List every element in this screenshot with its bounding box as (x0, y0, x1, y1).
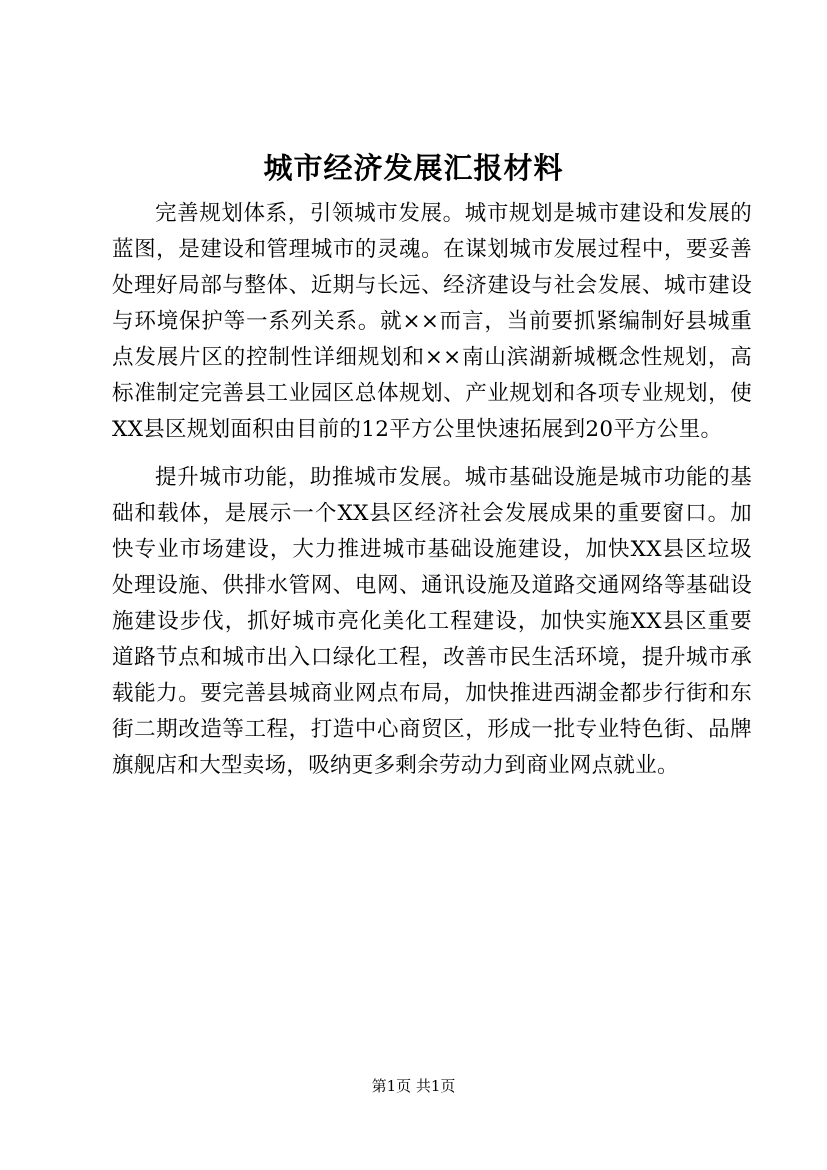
page-footer: 第1页 共1页 (371, 1077, 456, 1095)
document-body (112, 196, 752, 796)
document-title: 城市经济发展汇报材料 (263, 151, 564, 185)
paragraph-planning: 完善规划体系，引领城市发展。城市规划是城市建设和发展的蓝图，是建设和管理城市的灵魂。在谋划城市发展过程中，要妥善处理好局部与整体、近期与长远、经济建设与社会发展、城市建设与环境保护等一系列关系。就××而言，当前要抓紧编制好县城重点发展片区的控制性详细规划和××南山滨湖新城概念性规划，高标准制定完善县工业园区总体规划、产业规划和各项专业规划，使XX县区规划面积由目前的12平方公里快速拓展到20平方公里。 (112, 201, 752, 442)
paragraph-city-function: 提升城市功能，助推城市发展。城市基础设施是城市功能的基础和载体，是展示一个XX县区经济社会发展成果的重要窗口。加快专业市场建设，大力推进城市基础设施建设，加快XX县区垃圾处理设施、供排水管网、电网、通讯设施及道路交通网络等基础设施建设步伐，抓好城市亮化美化工程建设，加快实施XX县区重要道路节点和城市出入口绿化工程，改善市民生活环境，提升城市承载能力。要完善县城商业网点布局，加快推进西湖金都步行街和东街二期改造等工程，打造中心商贸区，形成一批专业特色街、品牌旗舰店和大型卖场，吸纳更多剩余劳动力到商业网点就业。 (112, 465, 752, 778)
